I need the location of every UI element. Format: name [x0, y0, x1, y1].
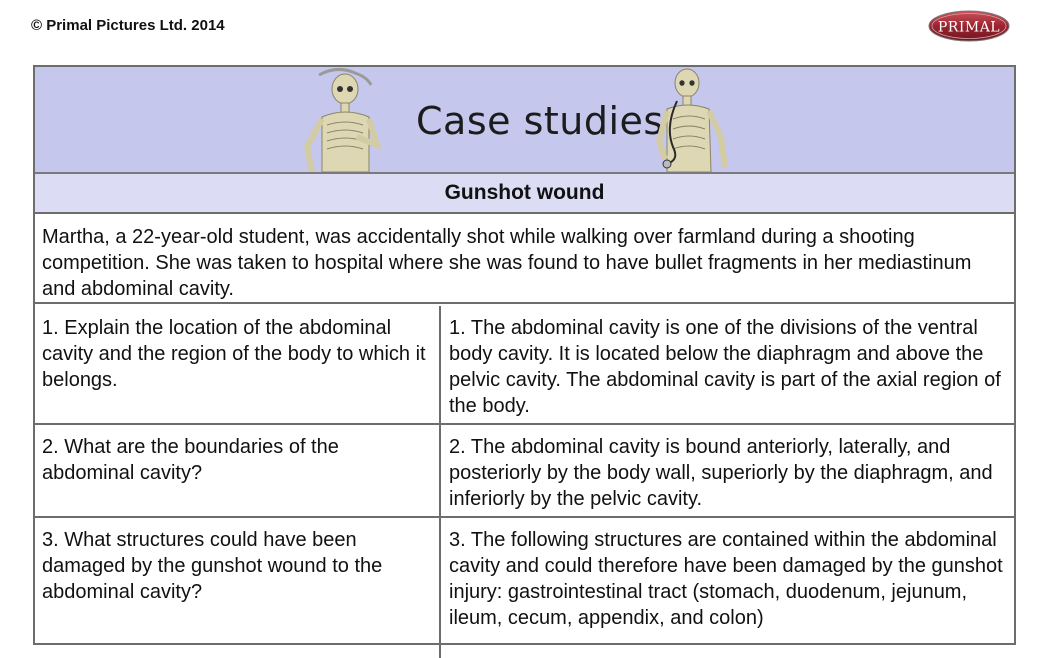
logo-text: PRIMAL [937, 19, 1001, 36]
question-cell: 2. What are the boundaries of the abdominal cavity? [35, 425, 441, 516]
question-cell: 1. Explain the location of the abdominal cavity and the region of the body to which it belongs. [35, 306, 441, 423]
copyright-notice: © Primal Pictures Ltd. 2014 [31, 17, 225, 34]
case-intro-text: Martha, a 22-year-old student, was accidentally shot while walking over farmland during a shooting competition. She was taken to hospital where she was found to have bullet fragments in her mediastinum and abdominal cavity. [35, 214, 1014, 304]
answer-cell: 3. The following structures are contained within the abdominal cavity and could therefore have been damaged by the gunshot injury: gastrointestinal tract (stomach, duodenum, jejunum, ileum, cecum, appendix, and colon) [449, 529, 1003, 629]
skeleton-doctor-illustration [655, 67, 735, 172]
qa-row [35, 306, 1014, 425]
skeleton-thinking-illustration [297, 67, 397, 172]
banner-title: Case studies [416, 99, 664, 143]
qa-row [35, 425, 1014, 518]
answer-cell: 2. The abdominal cavity is bound anteriorly, laterally, and posteriorly by the body wall, superiorly by the diaphragm, and inferiorly by the pelvic cavity. [449, 436, 993, 510]
primal-logo [928, 10, 1010, 42]
qa-row [35, 518, 1014, 658]
question-cell: 3. What structures could have been damaged by the gunshot wound to the abdominal cavity? [35, 518, 441, 658]
case-title: Gunshot wound [35, 174, 1014, 214]
case-studies-banner [35, 67, 1014, 174]
answer-cell: 1. The abdominal cavity is one of the divisions of the ventral body cavity. It is located below the diaphragm and above the pelvic cavity. The abdominal cavity is part of the axial region of the body. [449, 317, 1001, 417]
case-study-document [33, 65, 1016, 645]
